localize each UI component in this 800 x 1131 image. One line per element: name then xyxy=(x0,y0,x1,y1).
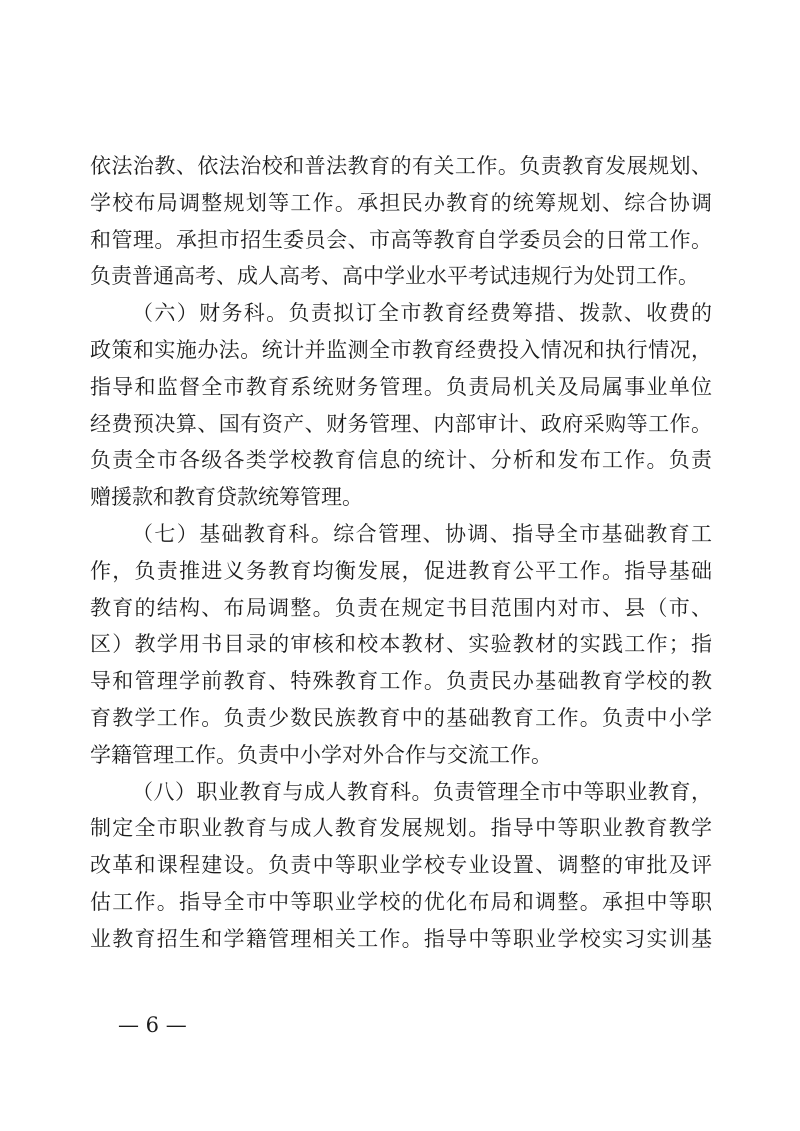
text-line: 教育的结构、布局调整。负责在规定书目范围内对市、县（市、 xyxy=(90,595,712,620)
text-line: 改革和课程建设。负责中等职业学校专业设置、调整的审批及评 xyxy=(90,853,712,878)
text-line: 育教学工作。负责少数民族教育中的基础教育工作。负责中小学 xyxy=(90,705,712,730)
text-line: 负责普通高考、成人高考、高中学业水平考试违规行为处罚工作。 xyxy=(90,264,699,289)
document-body xyxy=(90,148,712,958)
text-line: （七）基础教育科。综合管理、协调、指导全市基础教育工 xyxy=(132,521,712,546)
text-line: 和管理。承担市招生委员会、市高等教育自学委员会的日常工作。 xyxy=(90,227,712,252)
text-line: 制定全市职业教育与成人教育发展规划。指导中等职业教育教学 xyxy=(90,816,712,841)
text-line: （六）财务科。负责拟订全市教育经费筹措、拨款、收费的 xyxy=(132,301,712,326)
text-line: 指导和监督全市教育系统财务管理。负责局机关及局属事业单位 xyxy=(90,374,712,399)
text-line: 作，负责推进义务教育均衡发展，促进教育公平工作。指导基础 xyxy=(90,558,712,583)
text-line: 经费预决算、国有资产、财务管理、内部审计、政府采购等工作。 xyxy=(90,411,712,436)
text-line: 负责全市各级各类学校教育信息的统计、分析和发布工作。负责 xyxy=(90,448,712,473)
text-line: （八）职业教育与成人教育科。负责管理全市中等职业教育， xyxy=(132,779,712,804)
text-line: 区）教学用书目录的审核和校本教材、实验教材的实践工作；指 xyxy=(90,632,712,657)
text-line: 估工作。指导全市中等职业学校的优化布局和调整。承担中等职 xyxy=(90,889,712,914)
text-line: 依法治教、依法治校和普法教育的有关工作。负责教育发展规划、 xyxy=(90,154,712,178)
page-number: — 6 — xyxy=(118,1013,187,1037)
text-line: 导和管理学前教育、特殊教育工作。负责民办基础教育学校的教 xyxy=(90,669,712,694)
text-line: 政策和实施办法。统计并监测全市教育经费投入情况和执行情况， xyxy=(90,337,712,362)
text-line: 学籍管理工作。负责中小学对外合作与交流工作。 xyxy=(90,742,552,767)
text-line: 业教育招生和学籍管理相关工作。指导中等职业学校实习实训基 xyxy=(90,926,712,951)
text-line: 赠援款和教育贷款统筹管理。 xyxy=(90,485,363,510)
text-line: 学校布局调整规划等工作。承担民办教育的统筹规划、综合协调 xyxy=(90,190,712,215)
